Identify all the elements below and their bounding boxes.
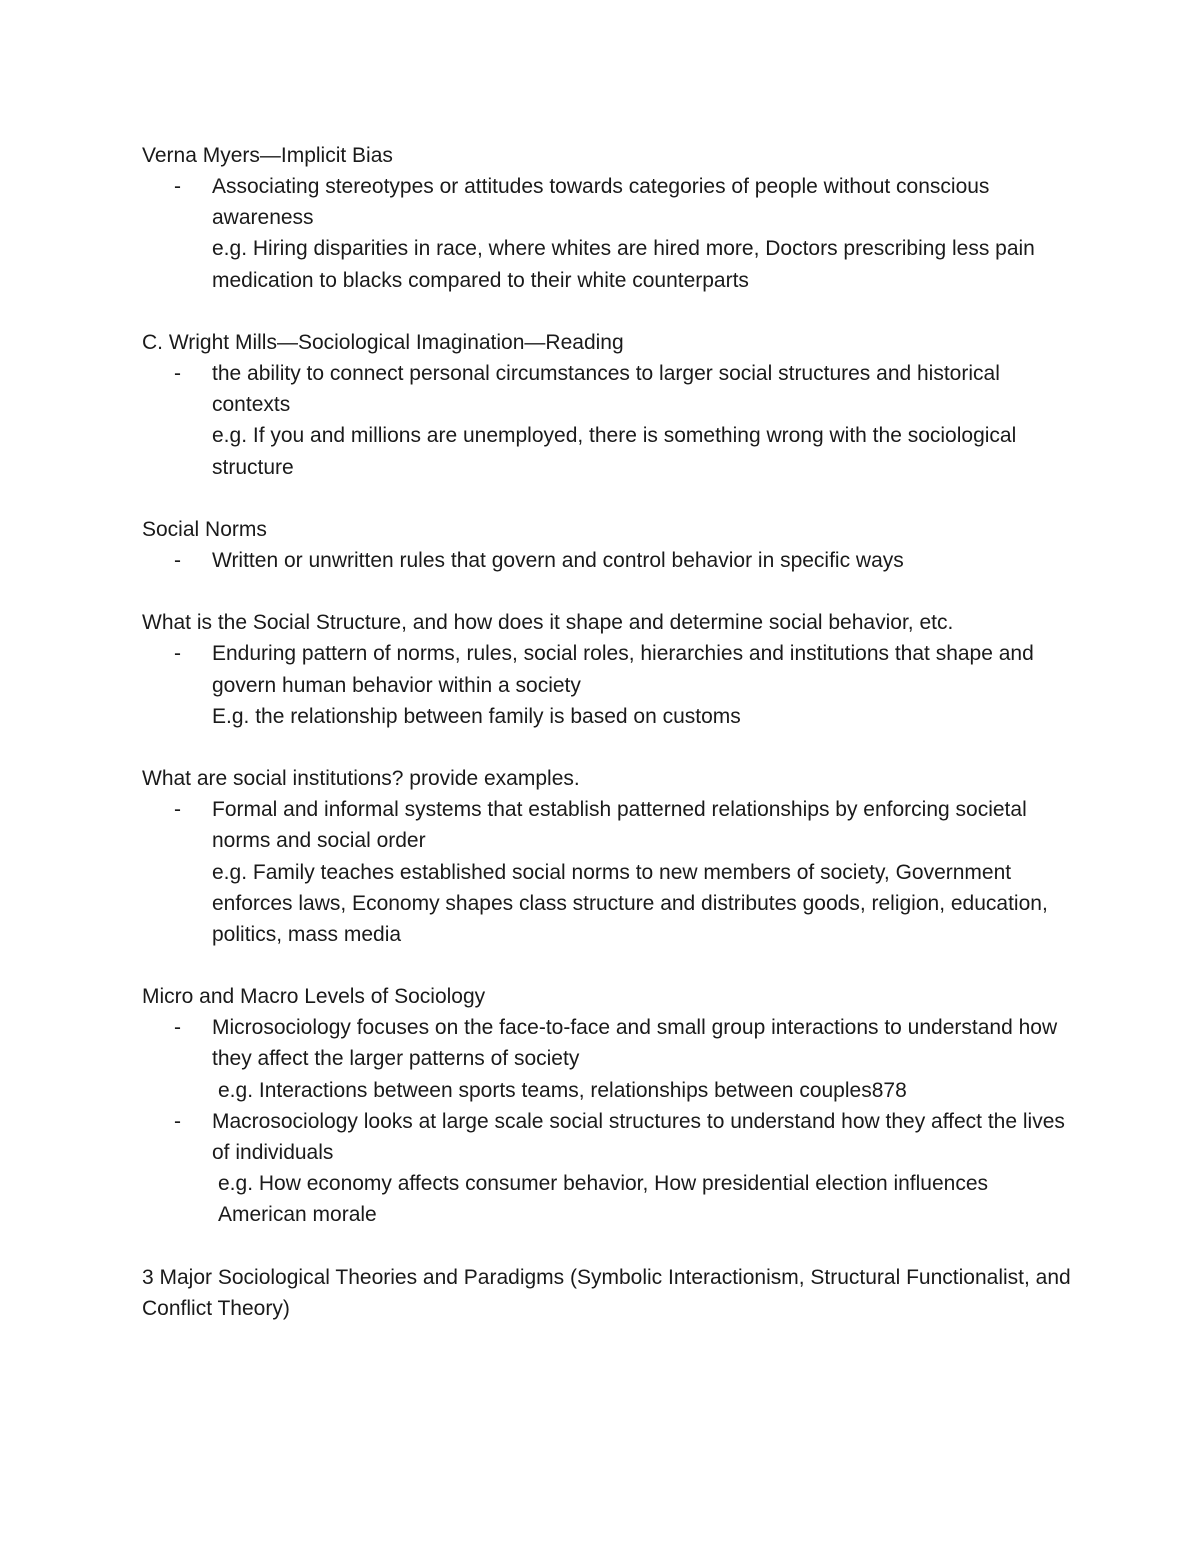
bullet-item bbox=[142, 794, 1072, 950]
bullet-example: e.g. Hiring disparities in race, where whites are hired more, Doctors prescribing less pain medication to blacks compared to their white counterparts bbox=[212, 237, 1035, 292]
bullet-item bbox=[142, 1106, 1072, 1231]
section-social-structure bbox=[142, 607, 1072, 732]
bullet-dash: - bbox=[174, 642, 181, 666]
section-heading: Micro and Macro Levels of Sociology bbox=[142, 985, 486, 1009]
bullet-example: e.g. Interactions between sports teams, relationships between couples878 bbox=[218, 1078, 907, 1102]
section-major-theories bbox=[142, 1262, 1072, 1324]
section-heading: Social Norms bbox=[142, 517, 267, 541]
bullet-item bbox=[142, 638, 1072, 731]
bullet-item bbox=[142, 358, 1072, 483]
section-micro-macro bbox=[142, 981, 1072, 1230]
bullet-text: the ability to connect personal circumstances to larger social structures and historical contexts bbox=[212, 362, 1000, 417]
bullet-dash: - bbox=[174, 1016, 181, 1040]
section-heading: Verna Myers—Implicit Bias bbox=[142, 144, 393, 167]
bullet-dash: - bbox=[174, 175, 181, 199]
section-sociological-imagination bbox=[142, 327, 1072, 483]
bullet-text: Formal and informal systems that establish patterned relationships by enforcing societal norms and social order bbox=[212, 798, 1027, 853]
bullet-example: e.g. How economy affects consumer behavior, How presidential election influences American morale bbox=[218, 1172, 989, 1227]
bullet-dash: - bbox=[174, 362, 181, 386]
bullet-dash: - bbox=[174, 549, 181, 572]
bullet-example: E.g. the relationship between family is based on customs bbox=[212, 704, 741, 728]
section-heading: What is the Social Structure, and how does it shape and determine social behavior, etc. bbox=[142, 611, 954, 635]
bullet-text: Associating stereotypes or attitudes towards categories of people without conscious awareness bbox=[212, 175, 990, 230]
section-social-institutions bbox=[142, 763, 1072, 950]
bullet-item bbox=[142, 171, 1072, 296]
bullet-text: Microsociology focuses on the face-to-face and small group interactions to understand how they affect the larger patterns of society bbox=[212, 1016, 1058, 1071]
bullet-text: Enduring pattern of norms, rules, social roles, hierarchies and institutions that shape and govern human behavior within a society bbox=[212, 642, 1034, 697]
section-implicit-bias bbox=[142, 140, 1072, 296]
bullet-item bbox=[142, 545, 1072, 576]
section-heading: 3 Major Sociological Theories and Paradigms (Symbolic Interactionism, Structural Functionalist, and Conflict Theory) bbox=[142, 1265, 1071, 1320]
bullet-example: e.g. Family teaches established social norms to new members of society, Government enforces laws, Economy shapes class structure and distributes goods, religion, education, politics, mass media bbox=[212, 860, 1048, 946]
section-heading: What are social institutions? provide examples. bbox=[142, 767, 580, 791]
bullet-item bbox=[142, 1012, 1072, 1105]
bullet-example: e.g. If you and millions are unemployed, there is something wrong with the sociological structure bbox=[212, 424, 1017, 479]
bullet-text: Macrosociology looks at large scale social structures to understand how they affect the lives of individuals bbox=[212, 1109, 1065, 1164]
document-body bbox=[142, 140, 1072, 1355]
bullet-dash: - bbox=[174, 798, 181, 822]
bullet-text: Written or unwritten rules that govern and control behavior in specific ways bbox=[212, 549, 904, 572]
section-social-norms bbox=[142, 514, 1072, 576]
section-heading: C. Wright Mills—Sociological Imagination—Reading bbox=[142, 330, 624, 354]
bullet-dash: - bbox=[174, 1109, 181, 1133]
